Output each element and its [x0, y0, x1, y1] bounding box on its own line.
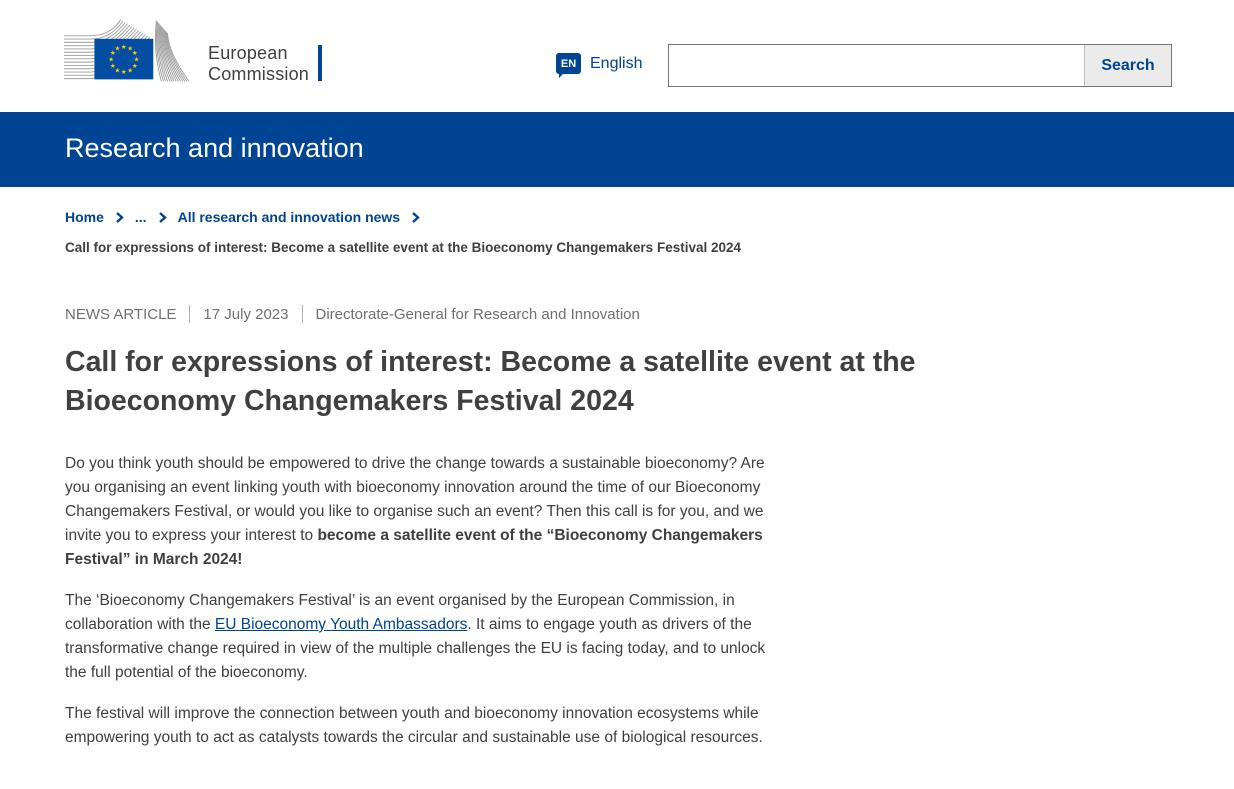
meta-separator — [189, 305, 190, 323]
chevron-right-icon — [410, 212, 421, 223]
site-title-link[interactable]: Research and innovation — [65, 133, 364, 163]
svg-text:★: ★ — [109, 50, 116, 58]
search-box — [668, 44, 1172, 87]
article-date: 17 July 2023 — [203, 305, 289, 323]
european-commission-logo-icon[interactable] — [64, 14, 206, 90]
eu-bioeconomy-youth-ambassadors-link[interactable]: EU Bioeconomy Youth Ambassadors — [214, 616, 468, 633]
ec-logo-text[interactable] — [208, 43, 309, 85]
paragraph-1 — [65, 452, 777, 572]
svg-text:★: ★ — [127, 45, 134, 53]
article — [0, 255, 1234, 750]
search-input[interactable] — [669, 45, 1084, 86]
breadcrumb-item-all-news[interactable]: All research and innovation news — [177, 209, 401, 225]
svg-text:★: ★ — [127, 67, 134, 75]
breadcrumb-current-page: Call for expressions of interest: Become a satellite event at the Bioeconomy Changemakers Festival 2024 — [65, 240, 742, 255]
ec-logo-bar — [318, 45, 322, 81]
article-type-label: NEWS ARTICLE — [65, 305, 177, 323]
chevron-right-icon — [157, 212, 168, 223]
article-body — [65, 452, 777, 750]
language-speech-bubble-icon: EN — [556, 53, 581, 74]
ec-logo-line2: Commission — [208, 64, 310, 84]
svg-text:★: ★ — [114, 67, 121, 75]
svg-text:★: ★ — [131, 50, 138, 58]
paragraph-2-text-after: . It aims to engage youth as drivers of the transformative change required in view of the multiple challenges the EU is facing today, and to unlock the full potential of the bioeconomy. — [65, 616, 766, 681]
svg-text:★: ★ — [108, 56, 115, 64]
breadcrumb-item-home[interactable]: Home — [65, 209, 104, 225]
svg-text:★: ★ — [131, 62, 138, 70]
site-header — [0, 0, 1234, 112]
ec-logo-line1: European — [208, 43, 288, 63]
paragraph-2-text: The ‘Bioeconomy Changemakers Festival’ is an event organised by the European Commission, in collaboration with the — [65, 592, 735, 633]
search-button[interactable]: Search — [1084, 45, 1171, 86]
svg-text:★: ★ — [120, 43, 127, 51]
article-department: Directorate-General for Research and Innovation — [315, 305, 640, 323]
page-title: Call for expressions of interest: Become a satellite event at the Bioeconomy Changemakers Festival 2024 — [65, 346, 916, 417]
language-label: English — [590, 54, 643, 72]
language-selector[interactable] — [556, 53, 642, 74]
paragraph-1-text: Do you think youth should be empowered to drive the change towards a sustainable bioeconomy? Are you organising an event linking youth with bioeconomy innovation around the time of our Bioeconomy Changemakers Festival, or would you like to organise such an event? Then this call is for you, and we invite you to express your interest to — [65, 455, 765, 544]
paragraph-2 — [65, 589, 777, 685]
site-banner — [0, 112, 1234, 187]
meta-separator — [302, 305, 303, 323]
svg-text:★: ★ — [114, 45, 121, 53]
svg-text:★: ★ — [120, 69, 127, 77]
svg-text:★: ★ — [109, 62, 116, 70]
breadcrumb-item-ellipsis[interactable]: ... — [134, 209, 147, 225]
chevron-right-icon — [114, 212, 125, 223]
paragraph-3: The festival will improve the connection between youth and bioeconomy innovation ecosystems while empowering youth to act as catalysts towards the circular and sustainable use of biological resources. — [65, 705, 763, 746]
article-meta — [65, 305, 1234, 323]
svg-text:★: ★ — [133, 56, 140, 64]
paragraph-1-bold: become a satellite event of the “Bioeconomy Changemakers Festival” in March 2024! — [65, 527, 763, 568]
breadcrumb — [0, 187, 1234, 225]
